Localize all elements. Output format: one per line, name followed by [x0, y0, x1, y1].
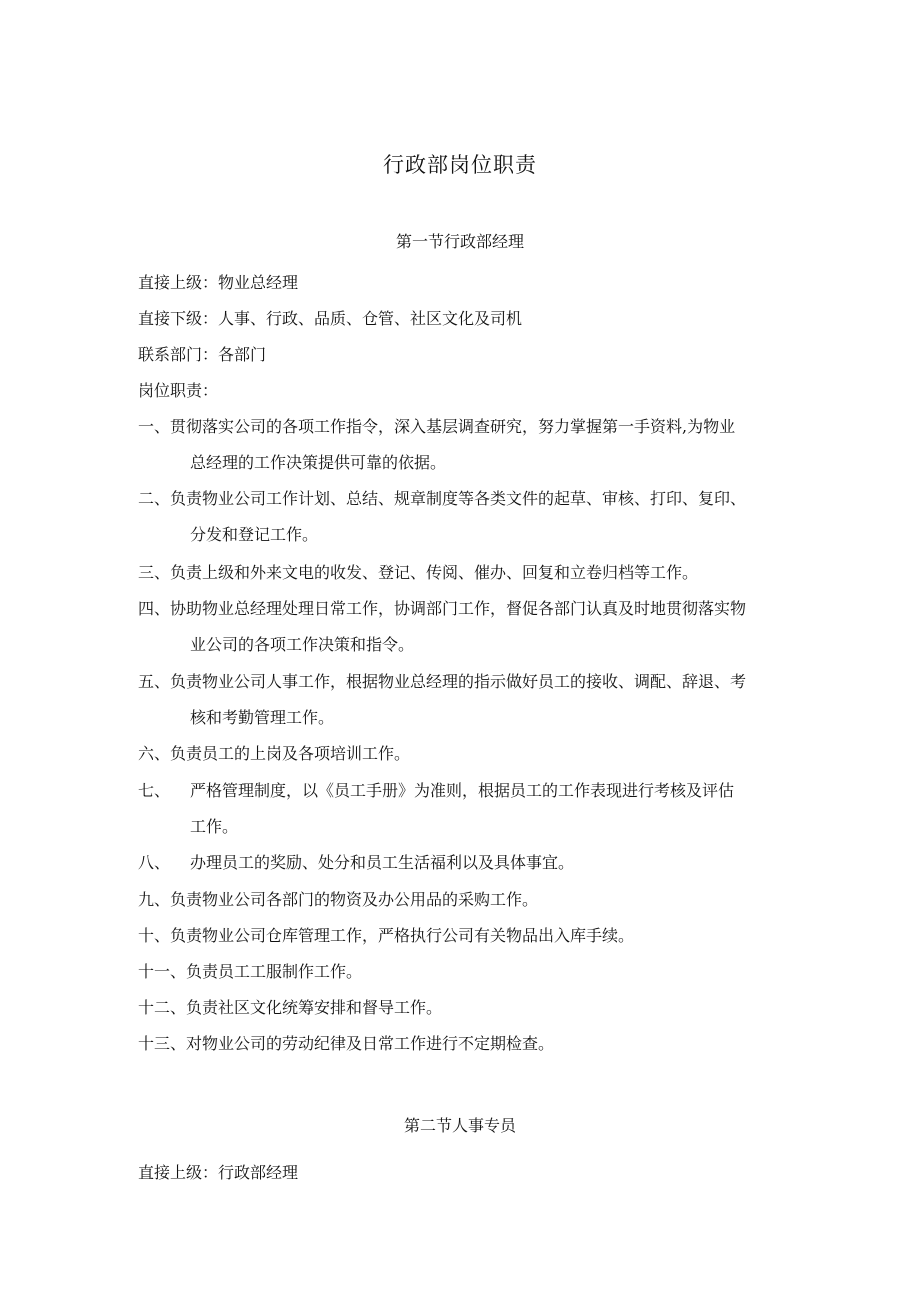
duty-text: 协助物业总经理处理日常工作，协调部门工作，督促各部门认真及时地贯彻落实物 — [170, 599, 747, 618]
duty-text: 负责员工的上岗及各项培训工作。 — [170, 744, 411, 763]
duty-continuation: 分发和登记工作。 — [190, 525, 319, 544]
direct-supervisor: 直接上级：物业总经理 — [138, 273, 299, 292]
duty-item — [138, 561, 698, 585]
duty-text: 负责物业公司仓库管理工作，严格执行公司有关物品出入库手续。 — [170, 926, 635, 945]
duty-continuation: 核和考勤管理工作。 — [190, 708, 335, 727]
duty-item — [138, 415, 735, 439]
duty-number: 七、 — [138, 781, 171, 800]
duty-item — [138, 960, 362, 984]
duty-text: 负责物业公司工作计划、总结、规章制度等各类文件的起草、审核、打印、复印、 — [170, 489, 747, 508]
duties-label: 岗位职责： — [138, 381, 219, 400]
duty-number: 十、 — [138, 926, 171, 945]
duty-item — [138, 597, 746, 621]
duty-item — [138, 487, 746, 511]
duty-item — [138, 996, 442, 1020]
duty-item — [138, 851, 574, 875]
duty-number: 十一、 — [138, 962, 187, 981]
duty-text: 贯彻落实公司的各项工作指令，深入基层调查研究，努力掌握第一手资料,为物业 — [170, 417, 736, 436]
duty-text: 对物业公司的劳动纪律及日常工作进行不定期检查。 — [186, 1034, 555, 1053]
section-2-heading: 第二节人事专员 — [403, 1116, 516, 1135]
duty-item — [138, 742, 410, 766]
duty-number: 六、 — [138, 744, 171, 763]
duty-item — [138, 924, 634, 948]
duty-number: 三、 — [138, 563, 171, 582]
duty-item — [138, 670, 746, 694]
duty-text: 办理员工的奖励、处分和员工生活福利以及具体事宜。 — [190, 853, 575, 872]
duty-text: 负责物业公司人事工作，根据物业总经理的指示做好员工的接收、调配、辞退、考 — [170, 672, 747, 691]
document-title: 行政部岗位职责 — [383, 153, 537, 177]
duty-text: 负责员工工服制作工作。 — [186, 962, 363, 981]
duty-number: 五、 — [138, 672, 171, 691]
duty-number: 十三、 — [138, 1034, 187, 1053]
duty-item — [138, 779, 734, 803]
section-1-heading: 第一节行政部经理 — [395, 232, 524, 251]
duty-text: 负责社区文化统筹安排和督导工作。 — [186, 998, 443, 1017]
contact-departments: 联系部门：各部门 — [138, 345, 267, 364]
duty-number: 二、 — [138, 489, 171, 508]
duty-text: 负责上级和外来文电的收发、登记、传阅、催办、回复和立卷归档等工作。 — [170, 563, 699, 582]
duty-continuation: 总经理的工作决策提供可靠的依据。 — [190, 453, 447, 472]
duty-number: 一、 — [138, 417, 171, 436]
duty-number: 十二、 — [138, 998, 187, 1017]
duty-number: 八、 — [138, 853, 171, 872]
section-2-direct-supervisor: 直接上级：行政部经理 — [138, 1163, 299, 1182]
duty-continuation: 工作。 — [190, 817, 239, 836]
duty-item — [138, 888, 538, 912]
duty-number: 四、 — [138, 599, 171, 618]
duty-number: 九、 — [138, 890, 171, 909]
duty-continuation: 业公司的各项工作决策和指令。 — [190, 635, 415, 654]
duty-text: 负责物业公司各部门的物资及办公用品的采购工作。 — [170, 890, 539, 909]
duty-text: 严格管理制度，以《员工手册》为准则，根据员工的工作表现进行考核及评估 — [190, 781, 735, 800]
direct-subordinates: 直接下级：人事、行政、品质、仓管、社区文化及司机 — [138, 309, 523, 328]
duty-item — [138, 1032, 554, 1056]
